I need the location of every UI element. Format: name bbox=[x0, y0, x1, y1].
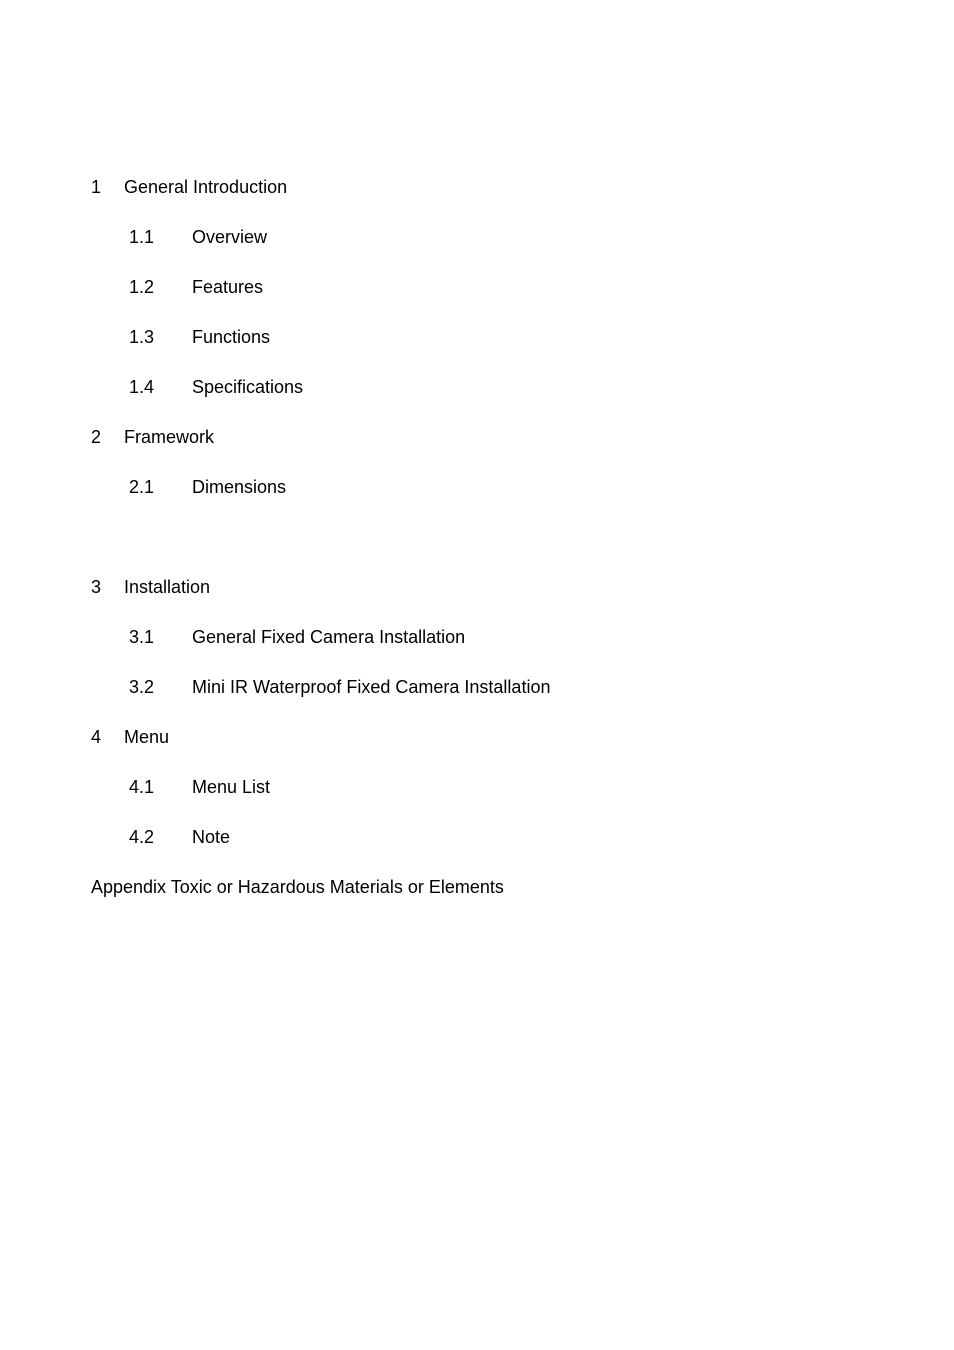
toc-entry-title: Note bbox=[192, 827, 231, 847]
toc-entry-title: Functions bbox=[192, 327, 271, 347]
toc-entry-number: 1.3 bbox=[129, 327, 155, 347]
toc-entry[interactable] bbox=[129, 626, 629, 648]
toc-entry-title: Framework bbox=[124, 427, 215, 447]
toc-entry-title: General Fixed Camera Installation bbox=[192, 627, 466, 647]
toc-entry-number: 1.4 bbox=[129, 377, 155, 397]
toc-entry-number: 1.1 bbox=[129, 227, 155, 247]
toc-entry-title: Overview bbox=[192, 227, 268, 247]
toc-entry[interactable] bbox=[129, 376, 529, 398]
toc-entry-number: 2 bbox=[91, 427, 102, 447]
toc-entry-title: Menu bbox=[124, 727, 170, 747]
toc-entry-number: 3 bbox=[91, 577, 102, 597]
toc-entry-number: 4 bbox=[91, 727, 102, 747]
toc-entry-number: 3.1 bbox=[129, 627, 155, 647]
toc-entry-number: 3.2 bbox=[129, 677, 155, 697]
toc-entry[interactable] bbox=[91, 426, 491, 448]
toc-entry[interactable] bbox=[129, 676, 629, 698]
toc-appendix-title: Appendix Toxic or Hazardous Materials or Elements bbox=[91, 877, 504, 897]
toc-entry-number: 4.2 bbox=[129, 827, 155, 847]
toc-entry[interactable] bbox=[129, 826, 529, 848]
toc-entry-number: 2.1 bbox=[129, 477, 155, 497]
toc-entry-title: General Introduction bbox=[124, 177, 288, 197]
toc-entry[interactable] bbox=[91, 726, 491, 748]
toc-entry[interactable] bbox=[91, 576, 491, 598]
toc-entry-title: Installation bbox=[124, 577, 211, 597]
toc-entry-title: Dimensions bbox=[192, 477, 287, 497]
toc-entry-title: Specifications bbox=[192, 377, 304, 397]
toc-entry-number: 4.1 bbox=[129, 777, 155, 797]
toc-entry[interactable] bbox=[91, 176, 491, 198]
toc-entry-number: 1 bbox=[91, 177, 102, 197]
toc-entry-number: 1.2 bbox=[129, 277, 155, 297]
toc-entry-title: Features bbox=[192, 277, 264, 297]
toc-entry-title: Menu List bbox=[192, 777, 271, 797]
toc-appendix-entry[interactable] bbox=[91, 876, 591, 898]
toc-entry[interactable] bbox=[129, 226, 529, 248]
toc-entry[interactable] bbox=[129, 776, 529, 798]
toc-entry[interactable] bbox=[129, 476, 529, 498]
toc-entry[interactable] bbox=[129, 326, 529, 348]
toc-entry[interactable] bbox=[129, 276, 529, 298]
toc-entry-title: Mini IR Waterproof Fixed Camera Installation bbox=[192, 677, 551, 697]
